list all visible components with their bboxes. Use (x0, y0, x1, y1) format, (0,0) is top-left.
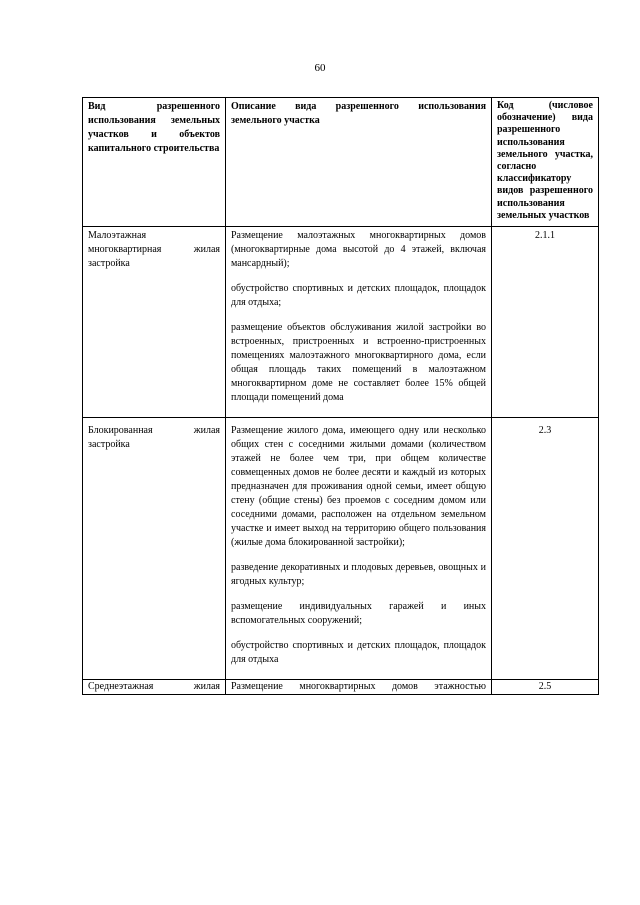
land-use-name: Малоэтажная многоквартирная жилая застройка (83, 227, 226, 418)
land-use-name: Среднеэтажная жилая (83, 680, 226, 695)
table-header-row (83, 98, 599, 227)
table-row (83, 227, 599, 418)
land-use-description (226, 418, 492, 680)
page-number: 60 (314, 62, 326, 74)
land-use-description: Размещение многоквартирных домов этажностью (226, 680, 492, 695)
header-code: Код (числовое обозначение) вида разрешенного использования земельного участка, согласно классификатору видов разрешенного использования земельных участков (492, 98, 599, 227)
description-paragraph: размещение индивидуальных гаражей и иных вспомогательных сооружений; (231, 601, 486, 627)
table-row (83, 680, 599, 695)
description-paragraph: Размещение жилого дома, имеющего одну или несколько общих стен с соседними жилыми домами (количеством этажей не более чем три, при общем количестве совмещенных домов не более десяти и каждый из которых предназначен для проживания одной семьи, имеет общую стену (общие стены) без проемов с соседним домом или соседними домами, расположен на отдельном земельном участке и имеет выход на территорию общего пользования (жилые дома блокированной застройки); (231, 425, 486, 549)
description-paragraph: Размещение малоэтажных многоквартирных домов (многоквартирные дома высотой до 4 этажей, включая мансардный); (231, 230, 486, 270)
land-use-code: 2.5 (492, 680, 599, 695)
land-use-code: 2.3 (492, 418, 599, 680)
description-paragraph: обустройство спортивных и детских площадок, площадок для отдыха (231, 640, 486, 666)
table-row (83, 418, 599, 680)
land-use-description (226, 227, 492, 418)
land-use-name: Блокированная жилая застройка (83, 418, 226, 680)
header-land-use-type: Вид разрешенного использования земельных участков и объектов капитального строительства (83, 98, 226, 227)
land-use-table (82, 97, 599, 695)
description-paragraph: размещение объектов обслуживания жилой застройки во встроенных, пристроенных и встроенно-пристроенных помещениях малоэтажного многоквартирного дома, если общая площадь таких помещений в малоэтажном многоквартирном доме не составляет более 15% общей площади помещений дома (231, 322, 486, 404)
land-use-code: 2.1.1 (492, 227, 599, 418)
description-paragraph: разведение декоративных и плодовых деревьев, овощных и ягодных культур; (231, 562, 486, 588)
header-description: Описание вида разрешенного использования земельного участка (226, 98, 492, 227)
description-paragraph: обустройство спортивных и детских площадок, площадок для отдыха; (231, 283, 486, 309)
